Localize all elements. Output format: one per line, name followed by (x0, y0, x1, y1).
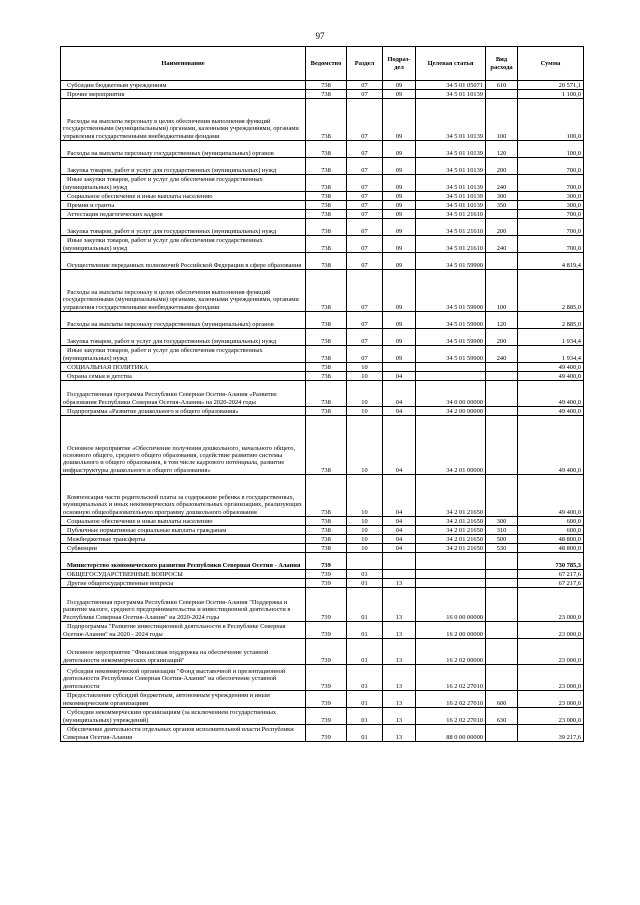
cell-name: Социальное обеспечение и иные выплаты населению (61, 192, 306, 201)
cell-target-article: 34 5 01 21610 (416, 219, 486, 236)
cell-target-article: 34 2 01 21650 (416, 544, 486, 553)
cell-podrazdel: 09 (383, 192, 416, 201)
cell-name: Межбюджетные трансферты (61, 535, 306, 544)
cell-target-article: 34 5 01 10139 (416, 192, 486, 201)
cell-name: Аттестация педагогических кадров (61, 210, 306, 219)
cell-target-article: 34 5 01 10139 (416, 175, 486, 192)
cell-sum: 4 819,4 (518, 253, 584, 270)
cell-sum: 730 785,3 (518, 553, 584, 570)
cell-razdel: 01 (347, 579, 383, 588)
cell-target-article: 16 2 00 00000 (416, 622, 486, 639)
cell-sum: 49 400,0 (518, 475, 584, 517)
table-row (61, 579, 584, 588)
cell-sum: 700,0 (518, 236, 584, 253)
cell-expense-type: 310 (486, 526, 518, 535)
cell-expense-type (486, 90, 518, 99)
cell-expense-type: 100 (486, 270, 518, 312)
cell-podrazdel: 13 (383, 725, 416, 742)
cell-name: Субвенции (61, 544, 306, 553)
cell-podrazdel: 13 (383, 579, 416, 588)
cell-podrazdel: 09 (383, 312, 416, 329)
budget-table (60, 46, 584, 742)
cell-name: СОЦИАЛЬНАЯ ПОЛИТИКА (61, 363, 306, 372)
cell-sum: 23 000,0 (518, 622, 584, 639)
cell-name: Министерство экономического развития Республики Северная Осетия - Алания (61, 553, 306, 570)
cell-podrazdel: 09 (383, 270, 416, 312)
cell-razdel: 10 (347, 535, 383, 544)
table-row (61, 219, 584, 236)
cell-vedomstvo: 738 (306, 544, 347, 553)
cell-name: Основное мероприятие "Финансовая поддержка на обеспечение уставной деятельности некоммерческих организаций" (61, 639, 306, 665)
cell-vedomstvo: 738 (306, 346, 347, 363)
cell-vedomstvo: 739 (306, 691, 347, 708)
cell-vedomstvo: 738 (306, 535, 347, 544)
cell-sum: 49 400,0 (518, 381, 584, 407)
cell-name: Государственная программа Республики Северная Осетия-Алания «Развитие образования Республики Северная Осетия-Алания» на 2020-2024 годы (61, 381, 306, 407)
cell-name: Закупка товаров, работ и услуг для государственных (муниципальных) нужд (61, 158, 306, 175)
cell-podrazdel: 09 (383, 99, 416, 141)
cell-podrazdel: 13 (383, 708, 416, 725)
cell-target-article (416, 570, 486, 579)
cell-name: Компенсация части родительской платы за содержание ребенка в государственных, муниципальных и иных некоммерческих образовательных организациях, реализующих основную общеобразовательную программу дошкольного образования (61, 475, 306, 517)
cell-razdel: 10 (347, 363, 383, 372)
cell-expense-type (486, 475, 518, 517)
table-row (61, 175, 584, 192)
header-vedomstvo: Ведомство (306, 47, 347, 81)
cell-razdel: 07 (347, 175, 383, 192)
cell-vedomstvo: 738 (306, 329, 347, 346)
cell-target-article: 34 2 01 21650 (416, 517, 486, 526)
page-number: 97 (315, 31, 325, 41)
cell-vedomstvo: 738 (306, 210, 347, 219)
cell-vedomstvo: 738 (306, 99, 347, 141)
cell-expense-type (486, 363, 518, 372)
cell-expense-type (486, 588, 518, 622)
cell-razdel: 07 (347, 329, 383, 346)
cell-expense-type: 240 (486, 175, 518, 192)
header-expense-type: Вид расхода (486, 47, 518, 81)
cell-podrazdel: 09 (383, 158, 416, 175)
cell-target-article: 34 5 01 10139 (416, 201, 486, 210)
cell-expense-type (486, 725, 518, 742)
cell-vedomstvo: 739 (306, 665, 347, 691)
cell-razdel: 01 (347, 725, 383, 742)
table-row (61, 236, 584, 253)
cell-expense-type (486, 639, 518, 665)
cell-name: Расходы на выплаты персоналу государственных (муниципальных) органов (61, 141, 306, 158)
cell-expense-type (486, 372, 518, 381)
cell-vedomstvo: 738 (306, 253, 347, 270)
cell-sum: 600,0 (518, 517, 584, 526)
cell-sum: 23 000,0 (518, 639, 584, 665)
cell-podrazdel: 09 (383, 201, 416, 210)
cell-sum: 23 000,0 (518, 588, 584, 622)
cell-name: Обеспечение деятельности отдельных органов исполнительной власти Республики Северная Осетия-Алания (61, 725, 306, 742)
cell-expense-type: 530 (486, 544, 518, 553)
cell-expense-type (486, 579, 518, 588)
cell-podrazdel: 04 (383, 517, 416, 526)
table-row (61, 665, 584, 691)
cell-podrazdel: 09 (383, 81, 416, 90)
cell-podrazdel: 09 (383, 141, 416, 158)
table-row (61, 90, 584, 99)
cell-name: Публичные нормативные социальные выплаты гражданам (61, 526, 306, 535)
cell-vedomstvo: 738 (306, 236, 347, 253)
cell-razdel: 01 (347, 708, 383, 725)
cell-sum: 48 800,0 (518, 544, 584, 553)
table-row (61, 416, 584, 475)
cell-name: Субсидия некоммерческой организации "Фонд выставочной и презентационной деятельности Республики Северная Осетия-Алания" на обеспечение уставной деятельности (61, 665, 306, 691)
cell-target-article: 34 2 01 00000 (416, 416, 486, 475)
cell-razdel: 07 (347, 81, 383, 90)
cell-podrazdel: 13 (383, 622, 416, 639)
cell-expense-type (486, 622, 518, 639)
cell-razdel: 07 (347, 346, 383, 363)
cell-podrazdel (383, 363, 416, 372)
cell-target-article: 34 5 01 21610 (416, 210, 486, 219)
cell-sum: 23 000,0 (518, 665, 584, 691)
cell-podrazdel (383, 570, 416, 579)
header-target-article: Целевая статья (416, 47, 486, 81)
cell-razdel: 01 (347, 622, 383, 639)
cell-target-article: 34 5 01 59900 (416, 346, 486, 363)
cell-target-article: 16 2 02 27010 (416, 691, 486, 708)
cell-sum: 300,0 (518, 192, 584, 201)
table-row (61, 407, 584, 416)
cell-name: Премии и гранты (61, 201, 306, 210)
cell-vedomstvo: 739 (306, 588, 347, 622)
table-row (61, 544, 584, 553)
cell-podrazdel: 13 (383, 691, 416, 708)
cell-vedomstvo: 738 (306, 372, 347, 381)
cell-expense-type (486, 210, 518, 219)
cell-expense-type (486, 407, 518, 416)
cell-vedomstvo: 738 (306, 90, 347, 99)
cell-expense-type (486, 570, 518, 579)
cell-target-article: 34 5 01 05071 (416, 81, 486, 90)
cell-expense-type: 500 (486, 535, 518, 544)
cell-vedomstvo: 739 (306, 579, 347, 588)
cell-sum: 49 400,0 (518, 407, 584, 416)
table-row (61, 372, 584, 381)
cell-name: Закупка товаров, работ и услуг для государственных (муниципальных) нужд (61, 219, 306, 236)
cell-sum: 1 100,0 (518, 90, 584, 99)
cell-razdel: 07 (347, 236, 383, 253)
table-header-row (61, 47, 584, 81)
cell-name: Социальное обеспечение и иные выплаты населению (61, 517, 306, 526)
cell-razdel (347, 553, 383, 570)
cell-sum: 49 400,0 (518, 363, 584, 372)
cell-sum: 700,0 (518, 158, 584, 175)
cell-target-article: 34 5 01 59900 (416, 312, 486, 329)
cell-podrazdel: 09 (383, 253, 416, 270)
table-row (61, 201, 584, 210)
cell-podrazdel: 04 (383, 544, 416, 553)
cell-podrazdel: 09 (383, 175, 416, 192)
cell-name: Предоставление субсидий бюджетным, автономным учреждениям и иным некоммерческим организациям (61, 691, 306, 708)
cell-name: Иные закупки товаров, работ и услуг для обеспечения государственных (муниципальных) нужд (61, 346, 306, 363)
cell-vedomstvo: 739 (306, 639, 347, 665)
cell-vedomstvo: 738 (306, 270, 347, 312)
cell-name: Другие общегосударственные вопросы (61, 579, 306, 588)
cell-razdel: 10 (347, 526, 383, 535)
cell-sum: 600,0 (518, 526, 584, 535)
table-row (61, 253, 584, 270)
cell-target-article: 34 5 01 59900 (416, 329, 486, 346)
table-row (61, 270, 584, 312)
cell-target-article (416, 553, 486, 570)
table-row (61, 329, 584, 346)
cell-expense-type (486, 253, 518, 270)
cell-name: Осуществление переданных полномочий Российской Федерации в сфере образования (61, 253, 306, 270)
cell-razdel: 07 (347, 253, 383, 270)
cell-razdel: 07 (347, 192, 383, 201)
cell-name: Субсидии бюджетным учреждениям (61, 81, 306, 90)
cell-razdel: 07 (347, 270, 383, 312)
cell-vedomstvo: 738 (306, 407, 347, 416)
cell-expense-type: 300 (486, 517, 518, 526)
table-row (61, 158, 584, 175)
cell-sum: 39 217,6 (518, 725, 584, 742)
cell-vedomstvo: 738 (306, 381, 347, 407)
cell-name: Расходы на выплаты персоналу в целях обеспечения выполнения функций государственными (муниципальными) органами, казенными учреждениями, органами управления государственными внебюджетными фондами (61, 99, 306, 141)
table-row (61, 691, 584, 708)
cell-razdel: 10 (347, 544, 383, 553)
cell-podrazdel: 09 (383, 90, 416, 99)
cell-vedomstvo: 738 (306, 526, 347, 535)
cell-sum: 23 000,0 (518, 708, 584, 725)
cell-name: Охрана семьи и детства (61, 372, 306, 381)
cell-podrazdel: 04 (383, 535, 416, 544)
cell-target-article: 34 5 01 10139 (416, 158, 486, 175)
cell-name: Субсидии некоммерческим организациям (за исключением государственных (муниципальных) учреждений) (61, 708, 306, 725)
cell-sum: 23 000,0 (518, 691, 584, 708)
table-row (61, 708, 584, 725)
cell-sum: 67 217,6 (518, 579, 584, 588)
cell-expense-type (486, 381, 518, 407)
cell-razdel: 07 (347, 99, 383, 141)
cell-expense-type: 200 (486, 158, 518, 175)
cell-vedomstvo: 738 (306, 517, 347, 526)
header-razdel: Раздел (347, 47, 383, 81)
cell-target-article: 16 2 02 27010 (416, 708, 486, 725)
table-body (61, 81, 584, 742)
cell-target-article: 16 0 00 00000 (416, 588, 486, 622)
cell-name: Расходы на выплаты персоналу государственных (муниципальных) органов (61, 312, 306, 329)
cell-vedomstvo: 738 (306, 175, 347, 192)
cell-sum: 1 934,4 (518, 329, 584, 346)
table-row (61, 192, 584, 201)
cell-sum: 700,0 (518, 210, 584, 219)
table-row (61, 346, 584, 363)
table-row (61, 363, 584, 372)
cell-podrazdel: 09 (383, 346, 416, 363)
cell-target-article: 34 5 01 10139 (416, 90, 486, 99)
cell-expense-type: 200 (486, 329, 518, 346)
cell-name: Основное мероприятие «Обеспечение получения дошкольного, начального общего, основного общего, среднего общего образования, содействие развитию системы дошкольного и общего образования, в том числе кадрового потенциала, развитие инфраструктуры дошкольного и общего образования» (61, 416, 306, 475)
cell-target-article: 34 2 01 21650 (416, 535, 486, 544)
cell-target-article (416, 372, 486, 381)
table-row (61, 535, 584, 544)
cell-target-article: 16 2 02 27010 (416, 665, 486, 691)
cell-sum: 100,0 (518, 141, 584, 158)
cell-sum: 49 400,0 (518, 372, 584, 381)
cell-razdel: 07 (347, 312, 383, 329)
cell-podrazdel: 09 (383, 236, 416, 253)
cell-name: Подпрограмма «Развитие дошкольного и общего образования» (61, 407, 306, 416)
cell-razdel: 07 (347, 90, 383, 99)
cell-expense-type: 200 (486, 219, 518, 236)
cell-podrazdel: 04 (383, 526, 416, 535)
cell-vedomstvo: 739 (306, 725, 347, 742)
cell-razdel: 07 (347, 201, 383, 210)
table-row (61, 312, 584, 329)
cell-name: Подпрограмма "Развитие инвестиционной деятельности в Республике Северная Осетия-Алания" на 2020 - 2024 годы (61, 622, 306, 639)
cell-vedomstvo: 739 (306, 570, 347, 579)
cell-vedomstvo: 739 (306, 553, 347, 570)
cell-expense-type: 300 (486, 192, 518, 201)
table-row (61, 475, 584, 517)
header-sum: Сумма (518, 47, 584, 81)
cell-razdel: 10 (347, 517, 383, 526)
cell-podrazdel: 04 (383, 407, 416, 416)
table-row (61, 526, 584, 535)
cell-sum: 48 800,0 (518, 535, 584, 544)
cell-vedomstvo: 738 (306, 192, 347, 201)
cell-vedomstvo: 738 (306, 158, 347, 175)
cell-vedomstvo: 738 (306, 475, 347, 517)
cell-razdel: 10 (347, 475, 383, 517)
cell-target-article: 34 5 01 21610 (416, 236, 486, 253)
cell-podrazdel: 04 (383, 475, 416, 517)
cell-expense-type: 120 (486, 141, 518, 158)
table-row (61, 381, 584, 407)
table-row (61, 141, 584, 158)
cell-target-article: 34 2 01 21650 (416, 526, 486, 535)
cell-razdel: 10 (347, 372, 383, 381)
cell-vedomstvo: 738 (306, 363, 347, 372)
cell-name: Расходы на выплаты персоналу в целях обеспечения выполнения функций государственными (муниципальными) органами, казенными учреждениями, органами управления государственными внебюджетными фондами (61, 270, 306, 312)
cell-target-article: 34 0 00 00000 (416, 381, 486, 407)
cell-razdel: 01 (347, 639, 383, 665)
cell-expense-type (486, 553, 518, 570)
cell-name: Прочие мероприятия (61, 90, 306, 99)
cell-razdel: 10 (347, 407, 383, 416)
cell-target-article: 34 5 01 59900 (416, 253, 486, 270)
table-row (61, 81, 584, 90)
cell-podrazdel: 04 (383, 372, 416, 381)
cell-razdel: 07 (347, 158, 383, 175)
table-row (61, 639, 584, 665)
table-row (61, 553, 584, 570)
cell-expense-type: 240 (486, 346, 518, 363)
cell-expense-type: 350 (486, 201, 518, 210)
cell-sum: 2 885,0 (518, 312, 584, 329)
table-row (61, 570, 584, 579)
cell-razdel: 07 (347, 141, 383, 158)
cell-razdel: 01 (347, 570, 383, 579)
cell-podrazdel: 09 (383, 210, 416, 219)
cell-name: Государственная программа Республики Северная Осетия-Алания "Поддержка и развитие малого, среднего предпринимательства и инвестиционной деятельности в Республике Северная Осетия-Алания" на 2020-2024 годы (61, 588, 306, 622)
cell-expense-type (486, 665, 518, 691)
cell-name: ОБЩЕГОСУДАРСТВЕННЫЕ ВОПРОСЫ (61, 570, 306, 579)
cell-name: Иные закупки товаров, работ и услуг для обеспечения государственных (муниципальных) нужд (61, 236, 306, 253)
cell-sum: 100,0 (518, 99, 584, 141)
cell-sum: 49 400,0 (518, 416, 584, 475)
table-row (61, 588, 584, 622)
cell-expense-type (486, 416, 518, 475)
cell-target-article: 16 2 02 00000 (416, 639, 486, 665)
table-row (61, 725, 584, 742)
cell-razdel: 10 (347, 381, 383, 407)
cell-target-article: 34 5 01 10139 (416, 99, 486, 141)
table-row (61, 622, 584, 639)
cell-target-article (416, 579, 486, 588)
cell-name: Закупка товаров, работ и услуг для государственных (муниципальных) нужд (61, 329, 306, 346)
cell-podrazdel: 04 (383, 416, 416, 475)
cell-razdel: 01 (347, 691, 383, 708)
cell-expense-type: 100 (486, 99, 518, 141)
cell-razdel: 10 (347, 416, 383, 475)
cell-vedomstvo: 738 (306, 416, 347, 475)
cell-vedomstvo: 738 (306, 201, 347, 210)
cell-razdel: 07 (347, 210, 383, 219)
cell-sum: 1 934,4 (518, 346, 584, 363)
cell-vedomstvo: 738 (306, 141, 347, 158)
cell-razdel: 01 (347, 665, 383, 691)
cell-expense-type: 630 (486, 708, 518, 725)
cell-name: Иные закупки товаров, работ и услуг для обеспечения государственных (муниципальных) нужд (61, 175, 306, 192)
cell-target-article: 34 2 00 00000 (416, 407, 486, 416)
cell-sum: 20 571,1 (518, 81, 584, 90)
cell-expense-type: 600 (486, 691, 518, 708)
cell-target-article: 88 0 00 00000 (416, 725, 486, 742)
table-row (61, 99, 584, 141)
cell-razdel: 07 (347, 219, 383, 236)
cell-vedomstvo: 738 (306, 81, 347, 90)
cell-target-article (416, 363, 486, 372)
cell-vedomstvo: 738 (306, 219, 347, 236)
cell-podrazdel: 13 (383, 639, 416, 665)
cell-vedomstvo: 739 (306, 708, 347, 725)
cell-sum: 300,0 (518, 201, 584, 210)
cell-podrazdel: 04 (383, 381, 416, 407)
table-row (61, 210, 584, 219)
cell-expense-type: 120 (486, 312, 518, 329)
cell-sum: 67 217,6 (518, 570, 584, 579)
cell-podrazdel: 09 (383, 329, 416, 346)
table-row (61, 517, 584, 526)
cell-razdel: 01 (347, 588, 383, 622)
cell-sum: 700,0 (518, 219, 584, 236)
cell-vedomstvo: 739 (306, 622, 347, 639)
cell-podrazdel: 09 (383, 219, 416, 236)
cell-sum: 2 885,0 (518, 270, 584, 312)
cell-target-article: 34 5 01 59900 (416, 270, 486, 312)
cell-expense-type: 610 (486, 81, 518, 90)
cell-vedomstvo: 738 (306, 312, 347, 329)
cell-target-article: 34 5 01 10139 (416, 141, 486, 158)
cell-sum: 700,0 (518, 175, 584, 192)
header-name: Наименование (61, 47, 306, 81)
cell-target-article: 34 2 01 21650 (416, 475, 486, 517)
cell-expense-type: 240 (486, 236, 518, 253)
header-podrazdel: Подраз-дел (383, 47, 416, 81)
cell-podrazdel: 13 (383, 665, 416, 691)
cell-podrazdel (383, 553, 416, 570)
cell-podrazdel: 13 (383, 588, 416, 622)
